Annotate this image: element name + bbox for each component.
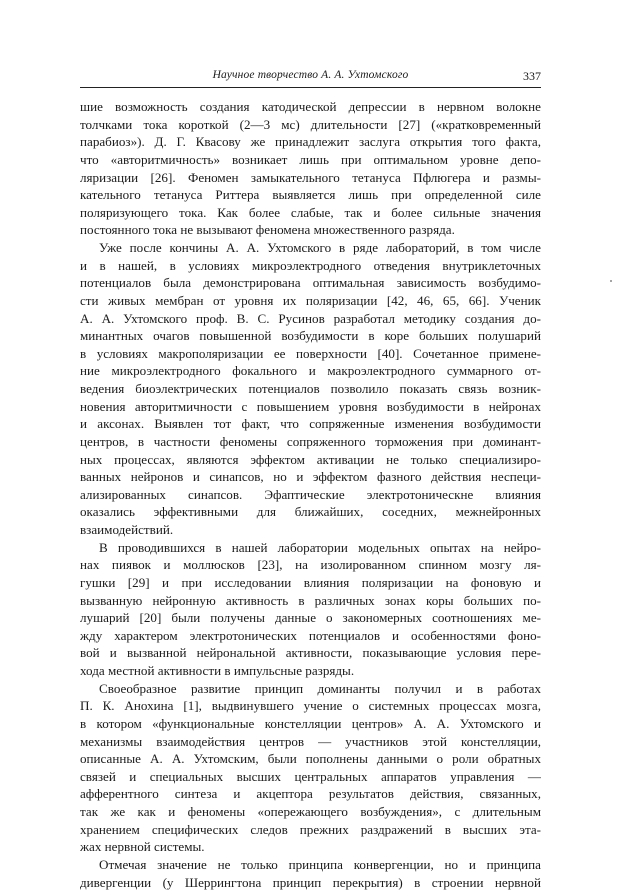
- paragraph-1: [80, 98, 541, 239]
- text-line: парабиоз»). Д. Г. Квасову же принадлежит заслуга открытия того факта,: [80, 133, 541, 151]
- text-line: ных процессах, являются эффектом активации не только специализиро-: [80, 451, 541, 469]
- paragraph-2: [80, 239, 541, 539]
- text-line: новения авторитмичности с повышением уровня возбудимости в нейронах: [80, 398, 541, 416]
- text-line: потенциалов была демонстрирована оптимальная зависимость возбудимо-: [80, 274, 541, 292]
- text-line: лушарий [20] были получены данные о закономерных соотношениях ме-: [80, 609, 541, 627]
- text-line: так же как и феномены «опережающего возбуждения», с длительным: [80, 803, 541, 821]
- text-line: вызванную нейронную активность в различных зонах коры больших по-: [80, 592, 541, 610]
- text-line: ализированных синапсов. Эфаптические электротоническне влияния: [80, 486, 541, 504]
- text-line: сти живых мембран от уровня их поляризации [42, 46, 65, 66]. Ученик: [80, 292, 541, 310]
- text-line: в условиях макрополяризации ее поверхности [40]. Сочетанное примене-: [80, 345, 541, 363]
- text-line: шие возможность создания катодической депрессии в нервном волокне: [80, 98, 541, 116]
- text-line: кательного тетануса Риттера выявляется лишь при определенной силе: [80, 186, 541, 204]
- text-line: ляризации [26]. Феномен замыкательного тетануса Пфлюгера и размы-: [80, 169, 541, 187]
- text-line: ведения биоэлектрических потенциалов позволило показать связь возник-: [80, 380, 541, 398]
- text-line: Своеобразное развитие принцип доминанты получил и в работах: [80, 680, 541, 698]
- paragraph-4: [80, 680, 541, 856]
- text-line: описанные А. А. Ухтомским, были пополнены данными о роли обратных: [80, 750, 541, 768]
- text-line: дивергенции (у Шеррингтона принцип перекрытия) в строении нервной: [80, 874, 541, 891]
- text-line: афферентного синтеза и акцептора результатов действия, связанных,: [80, 785, 541, 803]
- text-line: Отмечая значение не только принципа конвергенции, но и принципа: [80, 856, 541, 874]
- text-line: в котором «функциональные констелляции центров» А. А. Ухтомского и: [80, 715, 541, 733]
- text-line: В проводившихся в нашей лаборатории модельных опытах на нейро-: [80, 539, 541, 557]
- scan-speck: [610, 280, 612, 282]
- running-title: Научное творчество А. А. Ухтомского: [80, 69, 541, 81]
- paragraph-5: [80, 856, 541, 891]
- text-line: минантных очагов повышенной возбудимости в коре больших полушарий: [80, 327, 541, 345]
- text-line: поляризующего тока. Как более слабые, так и более сильные значения: [80, 204, 541, 222]
- text-line: ванных нейронов и синапсов, но и эффектом фазного действия неспеци-: [80, 468, 541, 486]
- text-line: жду характером электротонических потенциалов и особенностями фоно-: [80, 627, 541, 645]
- page-number: 337: [523, 69, 541, 84]
- text-line: ние микроэлектродного фокального и макроэлектродного суммарного от-: [80, 362, 541, 380]
- text-line: что «авторитмичность» возникает лишь при оптимальном уровне депо-: [80, 151, 541, 169]
- text-line: А. А. Ухтомского проф. В. С. Русинов разработал методику создания до-: [80, 310, 541, 328]
- text-line: механизмы взаимодействия центров — участников этой констелляции,: [80, 733, 541, 751]
- text-line: толчками тока короткой (2—3 мс) длительности [27] («кратковременный: [80, 116, 541, 134]
- text-line: П. К. Анохина [1], выдвинувшего учение о системных процессах мозга,: [80, 697, 541, 715]
- text-line: центров, в частности феномены сопряженного торможения при доминант-: [80, 433, 541, 451]
- body-text: [80, 98, 541, 891]
- text-line: связей и специальных высших центральных аппаратов управления —: [80, 768, 541, 786]
- text-line: хранением специфических следов прежних раздражений в высших эта-: [80, 821, 541, 839]
- text-line: и в нашей, в условиях микроэлектродного отведения внутриклеточных: [80, 257, 541, 275]
- text-line: вой и вызванной нейрональной активности, показывающие условия пере-: [80, 644, 541, 662]
- text-line: постоянного тока не вызывают феномена множественного разряда.: [80, 221, 541, 239]
- page-header: [80, 69, 541, 85]
- text-line: гушки [29] и при исследовании влияния поляризации на фоновую и: [80, 574, 541, 592]
- text-line: хода местной активности в импульсные разряды.: [80, 662, 541, 680]
- paragraph-3: [80, 539, 541, 680]
- text-line: и аксонах. Выявлен тот факт, что сопряженные изменения возбудимости: [80, 415, 541, 433]
- text-line: взаимодействий.: [80, 521, 541, 539]
- text-line: жах нервной системы.: [80, 838, 541, 856]
- text-line: нах пиявок и моллюсков [23], на изолированном спинном мозгу ля-: [80, 556, 541, 574]
- header-rule: [80, 87, 541, 88]
- text-line: оказались эффективными для ближайших, соседних, межнейронных: [80, 503, 541, 521]
- text-line: Уже после кончины А. А. Ухтомского в ряде лабораторий, в том числе: [80, 239, 541, 257]
